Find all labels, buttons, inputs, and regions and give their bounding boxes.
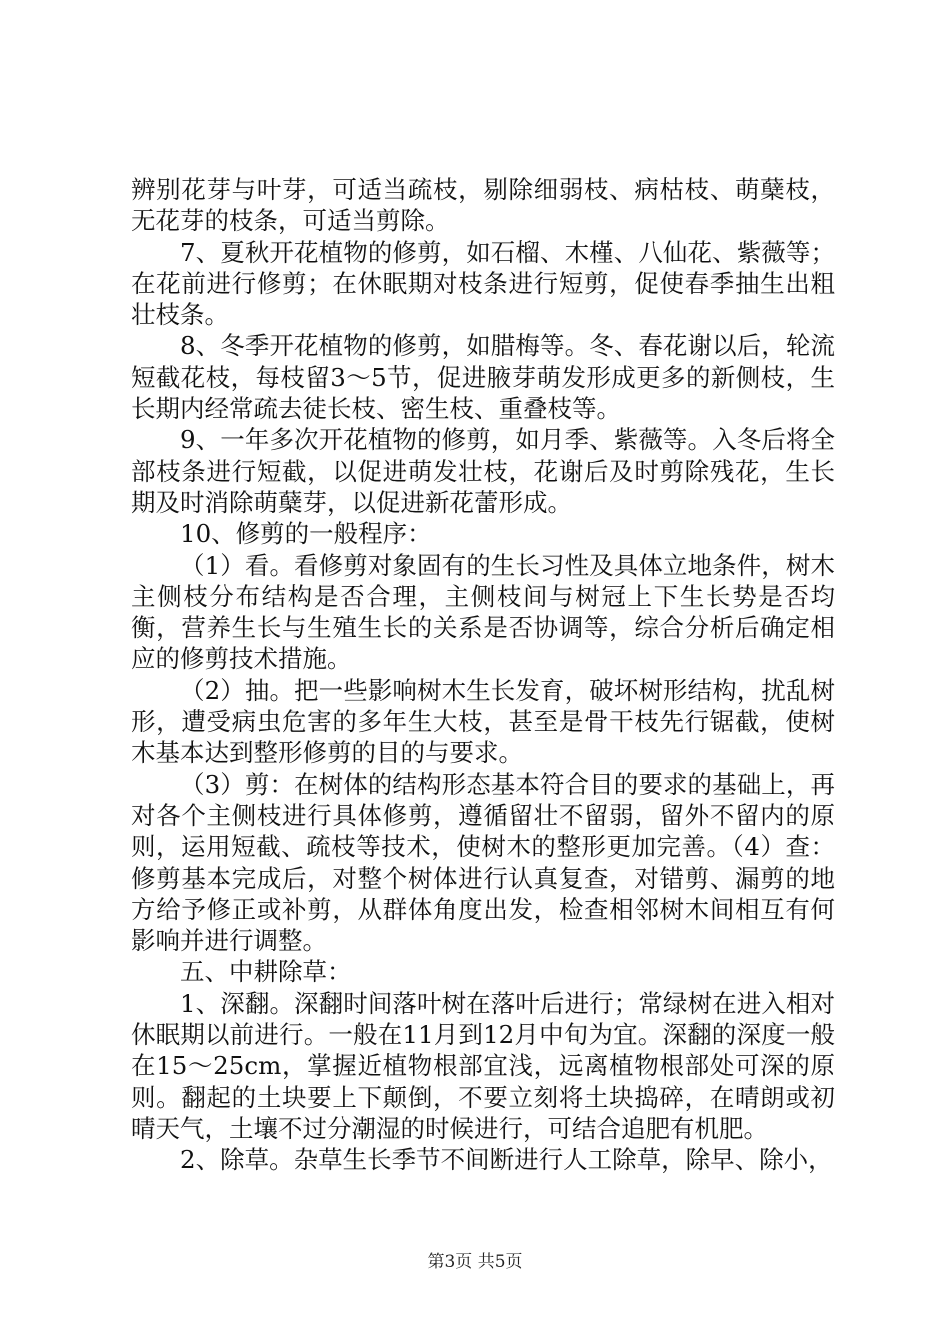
paragraph-step-look: （1）看。看修剪对象固有的生长习性及具体立地条件，树木主侧枝分布结构是否合理，主侧枝间与树冠上下生长势是否均衡，营养生长与生殖生长的关系是否协调等，综合分析后确定相应的修剪技术措施。 [131,550,835,674]
paragraph-step-cut-large: （2）抽。把一些影响树木生长发育，破坏树形结构，扰乱树形，遭受病虫危害的多年生大枝，甚至是骨干枝先行锯截，使树木基本达到整形修剪的目的与要求。 [131,675,835,768]
paragraph-continuation: 辨别花芽与叶芽，可适当疏枝，剔除细弱枝、病枯枝、萌蘖枝，无花芽的枝条，可适当剪除。 [131,175,835,236]
paragraph-deep-tilling: 1、深翻。深翻时间落叶树在落叶后进行；常绿树在进入相对休眠期以前进行。一般在11月到12月中旬为宜。深翻的深度一般在15～25cm，掌握近植物根部宜浅，远离植物根部处可深的原则。翻起的土块要上下颠倒，不要立刻将土块捣碎，在晴朗或初晴天气，土壤不过分潮湿的时候进行，可结合追肥有机肥。 [131,988,835,1143]
paragraph-item-8: 8、冬季开花植物的修剪，如腊梅等。冬、春花谢以后，轮流短截花枝，每枝留3～5节，促进腋芽萌发形成更多的新侧枝，生长期内经常疏去徒长枝、密生枝、重叠枝等。 [131,331,835,424]
paragraph-step-prune-check: （3）剪：在树体的结构形态基本符合目的要求的基础上，再对各个主侧枝进行具体修剪，遵循留壮不留弱，留外不留内的原则，运用短截、疏枝等技术，使树木的整形更加完善。（4）查：修剪基本完成后，对整个树体进行认真复查，对错剪、漏剪的地方给予修正或补剪，从群体角度出发，检查相邻树木间相互有何影响并进行调整。 [131,769,835,956]
paragraph-weeding: 2、除草。杂草生长季节不间断进行人工除草，除早、除小， [180,1145,833,1175]
paragraph-item-9: 9、一年多次开花植物的修剪，如月季、紫薇等。入冬后将全部枝条进行短截，以促进萌发壮枝，花谢后及时剪除残花，生长期及时消除萌蘖芽，以促进新花蕾形成。 [131,425,835,517]
document-body [131,174,835,1176]
paragraph-item-7: 7、夏秋开花植物的修剪，如石榴、木槿、八仙花、紫薇等；在花前进行修剪；在休眠期对枝条进行短剪，促使春季抽生出粗壮枝条。 [131,237,835,330]
paragraph-item-10: 10、修剪的一般程序： [180,519,432,549]
section-heading-weeding: 五、中耕除草： [180,957,352,987]
page-footer: 第3页 共5页 [427,1252,523,1272]
